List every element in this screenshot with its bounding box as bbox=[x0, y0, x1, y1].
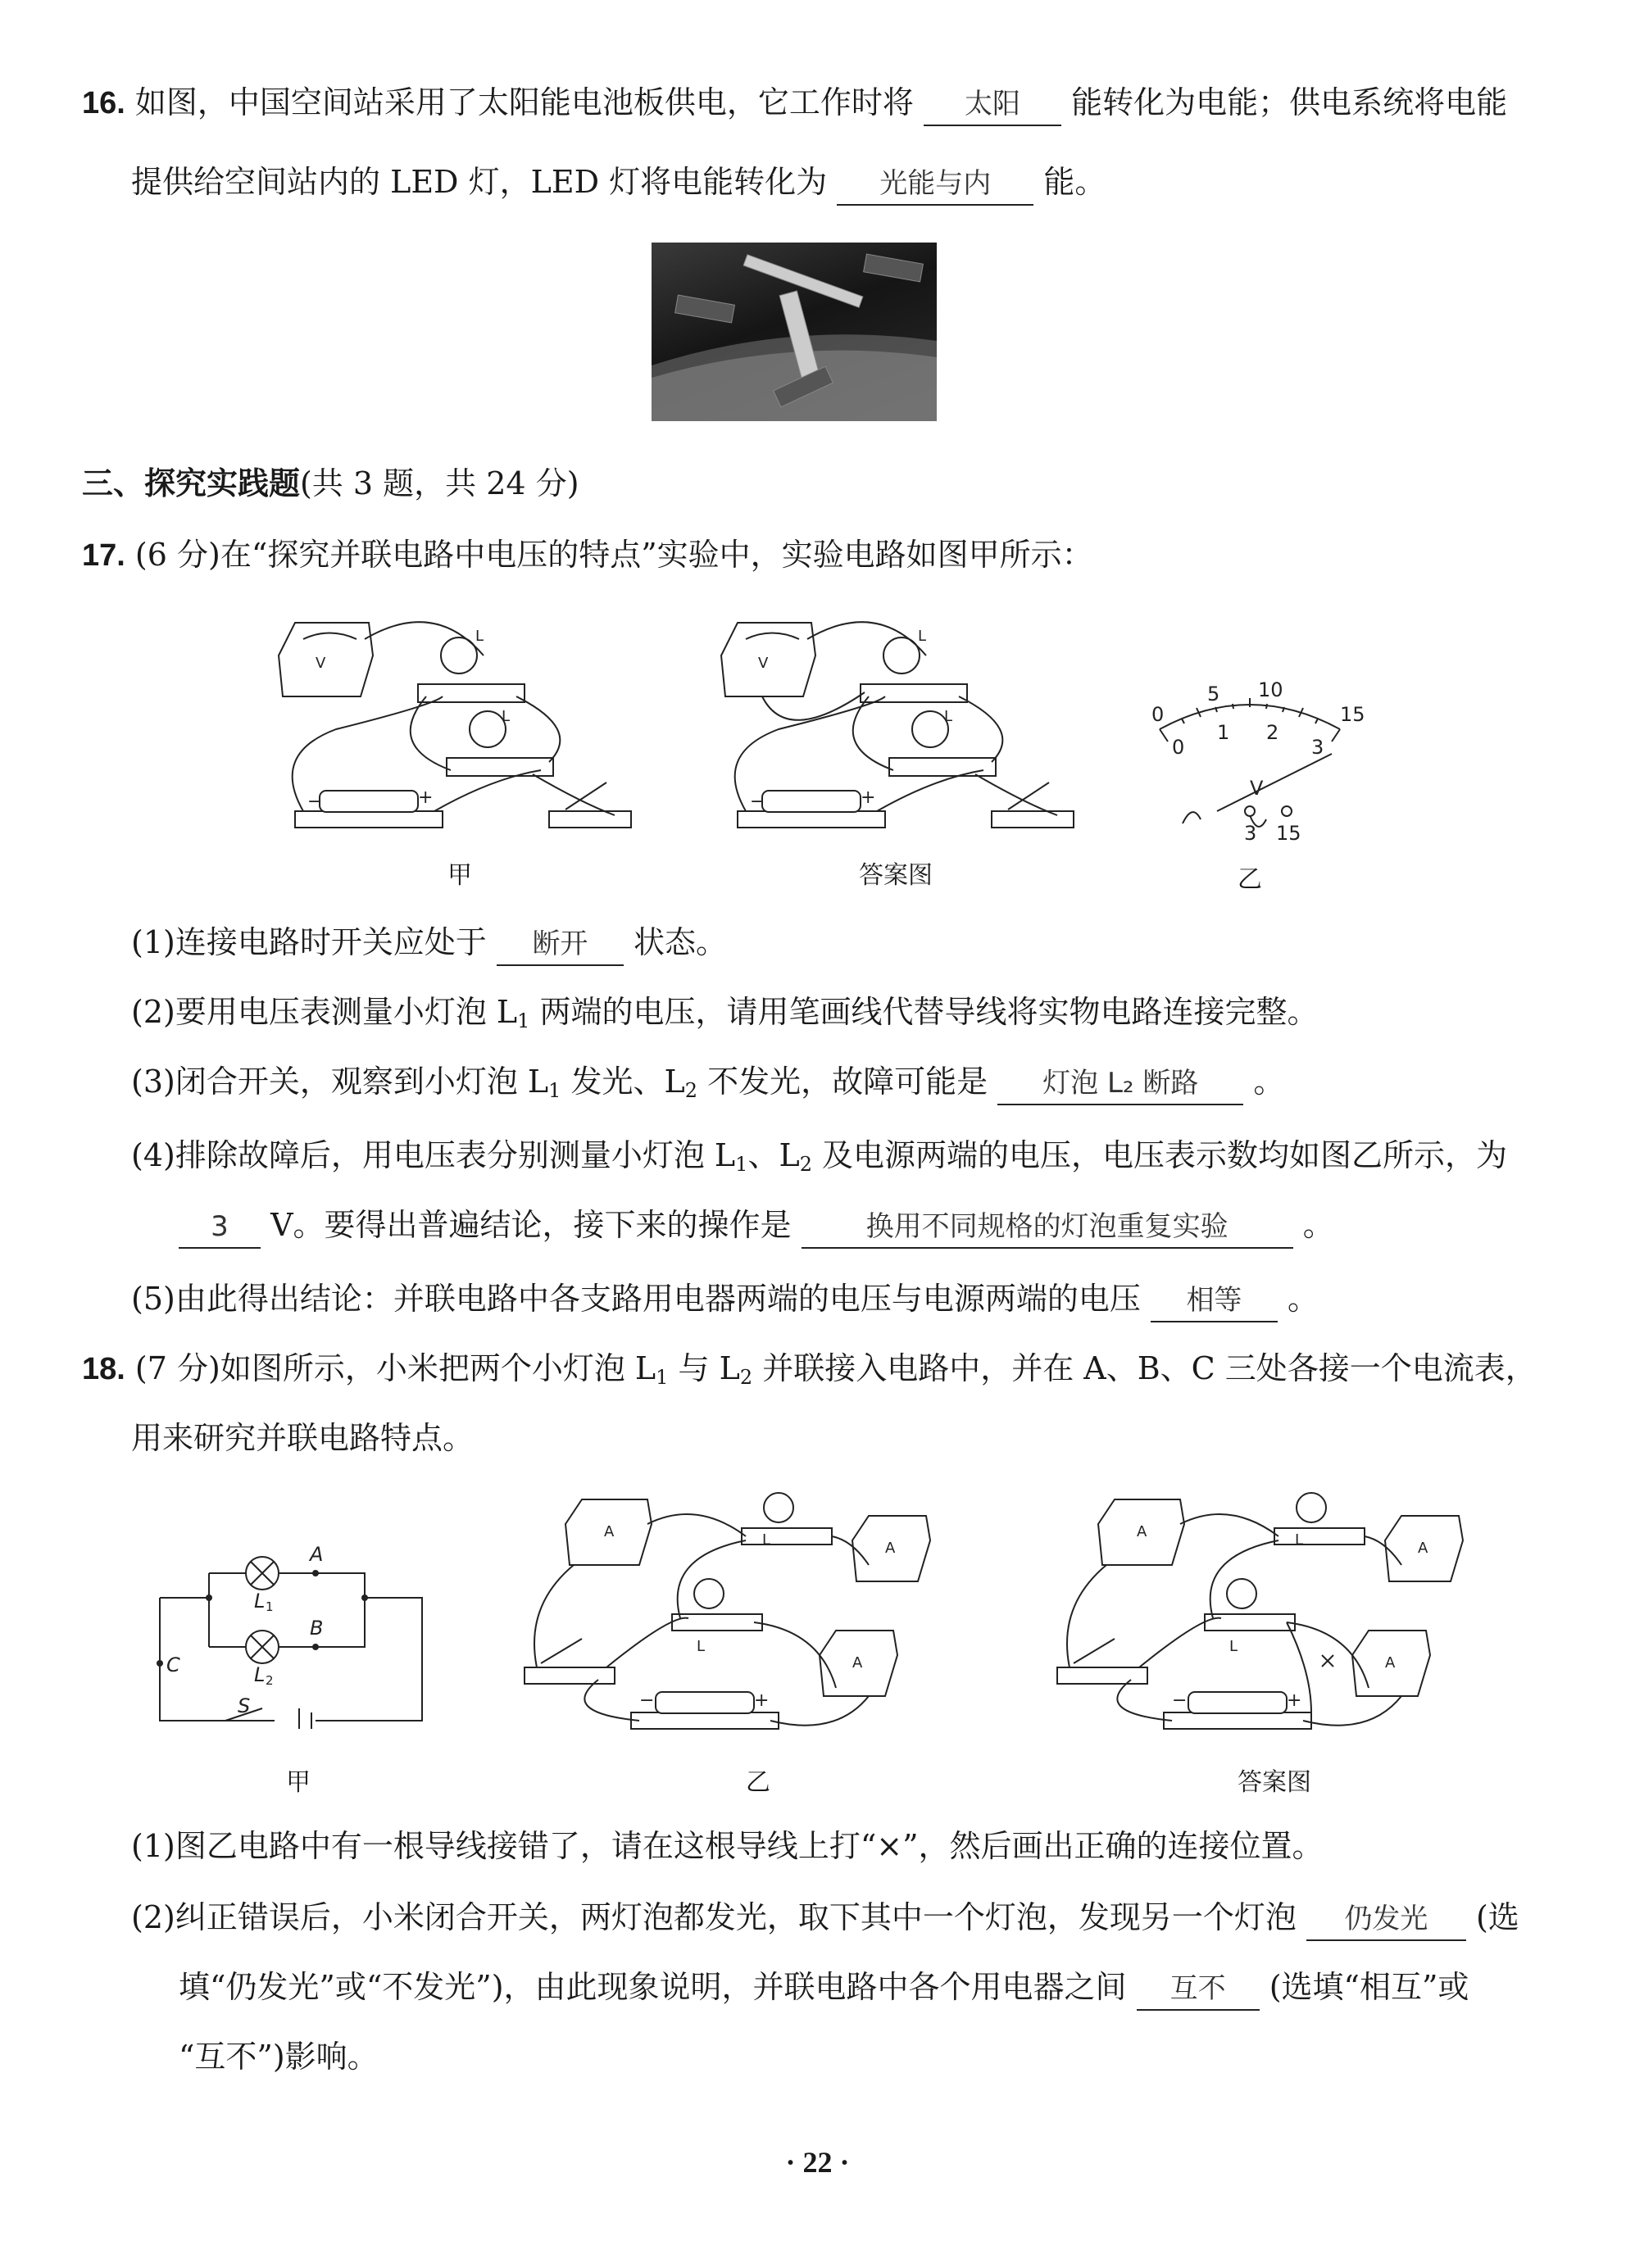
q18-stem-a: (7 分)如图所示，小米把两个小灯泡 L bbox=[134, 1350, 656, 1386]
q16-text4: 能。 bbox=[1043, 164, 1106, 200]
svg-text:A: A bbox=[1418, 1540, 1428, 1557]
svg-text:−: − bbox=[307, 792, 323, 812]
q17-figure-yi-meter bbox=[1135, 672, 1373, 852]
q16-text2: 能转化为电能；供电系统将电能 bbox=[1071, 84, 1508, 120]
q16-line2 bbox=[131, 161, 1106, 206]
meter-zero-top: 0 bbox=[1151, 703, 1165, 726]
sub-2: 2 bbox=[739, 1366, 753, 1389]
schematic-label-s: S bbox=[238, 1694, 251, 1717]
q17-p4-text-c: 及电源两端的电压，电压表示数均如图乙所示，为 bbox=[811, 1137, 1508, 1173]
q18-p2-answer1: 仍发光 bbox=[1306, 1898, 1466, 1941]
q17-p4-answer2: 换用不同规格的灯泡重复实验 bbox=[802, 1206, 1293, 1249]
q17-part2 bbox=[131, 991, 1319, 1041]
svg-text:L: L bbox=[502, 708, 511, 725]
svg-text:L: L bbox=[944, 708, 953, 725]
schematic-sub-1: 1 bbox=[266, 1599, 274, 1614]
q18-number: 18. bbox=[82, 1352, 125, 1386]
meter-terminal-3: 3 bbox=[1244, 822, 1257, 845]
q18-part2-line2 bbox=[179, 1966, 1469, 2011]
q16-line1 bbox=[82, 82, 1507, 126]
q18-p2-answer2: 互不 bbox=[1137, 1968, 1260, 2011]
q17-p2-text-b: 两端的电压，请用笔画线代替导线将实物电路连接完整。 bbox=[529, 994, 1319, 1030]
q17-part4-line2 bbox=[179, 1204, 1334, 1249]
q18-caption-answer: 答案图 bbox=[1238, 1768, 1311, 1797]
q17-caption-jia: 甲 bbox=[447, 861, 472, 890]
q17-p4-text-d: V。要得出普遍结论，接下来的操作是 bbox=[270, 1207, 792, 1243]
q18-p2-text-b: (选 bbox=[1476, 1899, 1519, 1935]
q17-caption-answer: 答案图 bbox=[859, 861, 933, 890]
svg-text:A: A bbox=[604, 1523, 615, 1540]
sub-1: 1 bbox=[735, 1153, 748, 1176]
svg-text:−: − bbox=[750, 792, 765, 812]
q17-p4-text-b: 、L bbox=[747, 1137, 800, 1173]
page-number: · 22 · bbox=[785, 2146, 850, 2179]
q18-part1 bbox=[131, 1826, 1324, 1867]
meter-tick-b0: 0 bbox=[1172, 736, 1185, 759]
q17-p3-text-b: 发光、L bbox=[561, 1064, 685, 1100]
sub-1: 1 bbox=[517, 1009, 530, 1032]
q17-part3 bbox=[131, 1061, 1284, 1111]
q16-answer1: 太阳 bbox=[924, 84, 1061, 126]
svg-text:L: L bbox=[1229, 1638, 1238, 1655]
q17-jia-v-label: V bbox=[316, 655, 326, 672]
q17-number: 17. bbox=[82, 538, 125, 573]
q16-answer2: 光能与内 bbox=[837, 163, 1033, 206]
q17-part1 bbox=[131, 922, 727, 966]
svg-text:A: A bbox=[1385, 1654, 1396, 1672]
svg-text:A: A bbox=[1137, 1523, 1147, 1540]
section3-note: (共 3 题，共 24 分) bbox=[300, 465, 579, 501]
q17-p1-end: 状态。 bbox=[634, 924, 728, 960]
q16-text3: 提供给空间站内的 LED 灯，LED 灯将电能转化为 bbox=[131, 164, 828, 200]
q18-p2-text-a: (2)纠正错误后，小米闭合开关，两灯泡都发光，取下其中一个灯泡，发现另一个灯泡 bbox=[131, 1899, 1297, 1935]
q17-p3-answer: 灯泡 L₂ 断路 bbox=[997, 1063, 1243, 1105]
meter-tick-b3: 3 bbox=[1311, 736, 1324, 759]
sub-1: 1 bbox=[548, 1079, 561, 1102]
q18-stem-b: 与 L bbox=[668, 1350, 740, 1386]
q18-part2-line3 bbox=[179, 2036, 379, 2077]
q17-p5-end: 。 bbox=[1288, 1281, 1319, 1317]
q18-figure-yi bbox=[508, 1491, 967, 1745]
schematic-label-l1: L bbox=[254, 1590, 266, 1613]
q16-number: 16. bbox=[82, 86, 125, 120]
q18-caption-yi: 乙 bbox=[746, 1768, 770, 1797]
q17-stem bbox=[82, 534, 1093, 576]
q17-stem-text: (6 分)在“探究并联电路中电压的特点”实验中，实验电路如图甲所示： bbox=[134, 537, 1093, 573]
q18-stem-d: 用来研究并联电路特点。 bbox=[131, 1420, 475, 1456]
svg-text:+: + bbox=[418, 787, 434, 808]
q17-caption-yi: 乙 bbox=[1238, 865, 1262, 894]
svg-text:A: A bbox=[852, 1654, 863, 1672]
q18-p2-text-d: (选填“相互”或 bbox=[1269, 1969, 1469, 2005]
q18-figure-jia-schematic bbox=[143, 1540, 438, 1729]
svg-text:V: V bbox=[758, 655, 769, 672]
q17-p3-text-a: (3)闭合开关，观察到小灯泡 L bbox=[131, 1064, 549, 1100]
meter-terminal-15: 15 bbox=[1276, 822, 1301, 845]
section3-heading bbox=[82, 463, 579, 504]
space-station-photo bbox=[652, 243, 937, 421]
meter-tick-b2: 2 bbox=[1266, 721, 1279, 744]
q17-figure-jia bbox=[270, 606, 639, 852]
q17-p4-answer1: 3 bbox=[179, 1206, 261, 1249]
q18-part2-line1 bbox=[131, 1897, 1519, 1941]
svg-text:+: + bbox=[754, 1690, 770, 1711]
q17-p1-text: (1)连接电路时开关应处于 bbox=[131, 924, 487, 960]
q18-stem-line2 bbox=[131, 1418, 474, 1458]
schematic-label-c: C bbox=[166, 1653, 180, 1676]
q17-part4-line1 bbox=[131, 1135, 1507, 1185]
svg-text:L: L bbox=[762, 1531, 771, 1549]
q18-p2-text-e: “互不”)影响。 bbox=[179, 2039, 379, 2075]
sub-2: 2 bbox=[684, 1079, 698, 1102]
svg-text:−: − bbox=[639, 1690, 655, 1711]
q17-p4-text-a: (4)排除故障后，用电压表分别测量小灯泡 L bbox=[131, 1137, 736, 1173]
q17-p3-text-c: 不发光，故障可能是 bbox=[697, 1064, 988, 1100]
q17-p5-answer: 相等 bbox=[1151, 1280, 1278, 1322]
svg-text:−: − bbox=[1172, 1690, 1188, 1711]
svg-text:L: L bbox=[475, 628, 484, 645]
q18-figure-answer bbox=[1041, 1491, 1500, 1745]
q17-p5-text: (5)由此得出结论：并联电路中各支路用电器两端的电压与电源两端的电压 bbox=[131, 1281, 1141, 1317]
q16-text1: 如图，中国空间站采用了太阳能电池板供电，它工作时将 bbox=[134, 84, 914, 120]
q17-p4-end: 。 bbox=[1302, 1207, 1334, 1243]
q17-p1-answer: 断开 bbox=[497, 923, 624, 966]
schematic-label-l2: L bbox=[254, 1663, 266, 1686]
sub-1: 1 bbox=[656, 1366, 669, 1389]
q18-stem-line1 bbox=[82, 1348, 1537, 1398]
q17-figure-answer bbox=[713, 606, 1098, 852]
svg-text:A: A bbox=[885, 1540, 896, 1557]
svg-text:L: L bbox=[918, 628, 927, 645]
svg-text:+: + bbox=[1287, 1690, 1302, 1711]
section3-title: 三、探究实践题 bbox=[82, 465, 301, 501]
meter-unit: V bbox=[1250, 777, 1264, 800]
q18-caption-jia: 甲 bbox=[286, 1768, 311, 1797]
meter-tick-10: 10 bbox=[1258, 678, 1283, 701]
meter-tick-b1: 1 bbox=[1217, 721, 1230, 744]
svg-text:+: + bbox=[861, 787, 876, 808]
sub-2: 2 bbox=[799, 1153, 812, 1176]
schematic-label-a: A bbox=[310, 1543, 324, 1566]
q18-p1-text: (1)图乙电路中有一根导线接错了，请在这根导线上打“×”，然后画出正确的连接位置。 bbox=[131, 1828, 1324, 1864]
svg-text:L: L bbox=[1295, 1531, 1304, 1549]
q17-p2-text: (2)要用电压表测量小灯泡 L bbox=[131, 994, 518, 1030]
q17-part5 bbox=[131, 1278, 1319, 1322]
q17-p3-end: 。 bbox=[1253, 1064, 1285, 1100]
q18-p2-text-c: 填“仍发光”或“不发光”)，由此现象说明，并联电路中各个用电器之间 bbox=[179, 1969, 1127, 2005]
schematic-sub-2: 2 bbox=[266, 1673, 274, 1688]
q18-stem-c: 并联接入电路中，并在 A、B、C 三处各接一个电流表， bbox=[752, 1350, 1537, 1386]
schematic-label-b: B bbox=[310, 1617, 324, 1640]
meter-tick-15: 15 bbox=[1340, 703, 1365, 726]
meter-tick-5: 5 bbox=[1207, 683, 1220, 705]
svg-text:L: L bbox=[697, 1638, 706, 1655]
